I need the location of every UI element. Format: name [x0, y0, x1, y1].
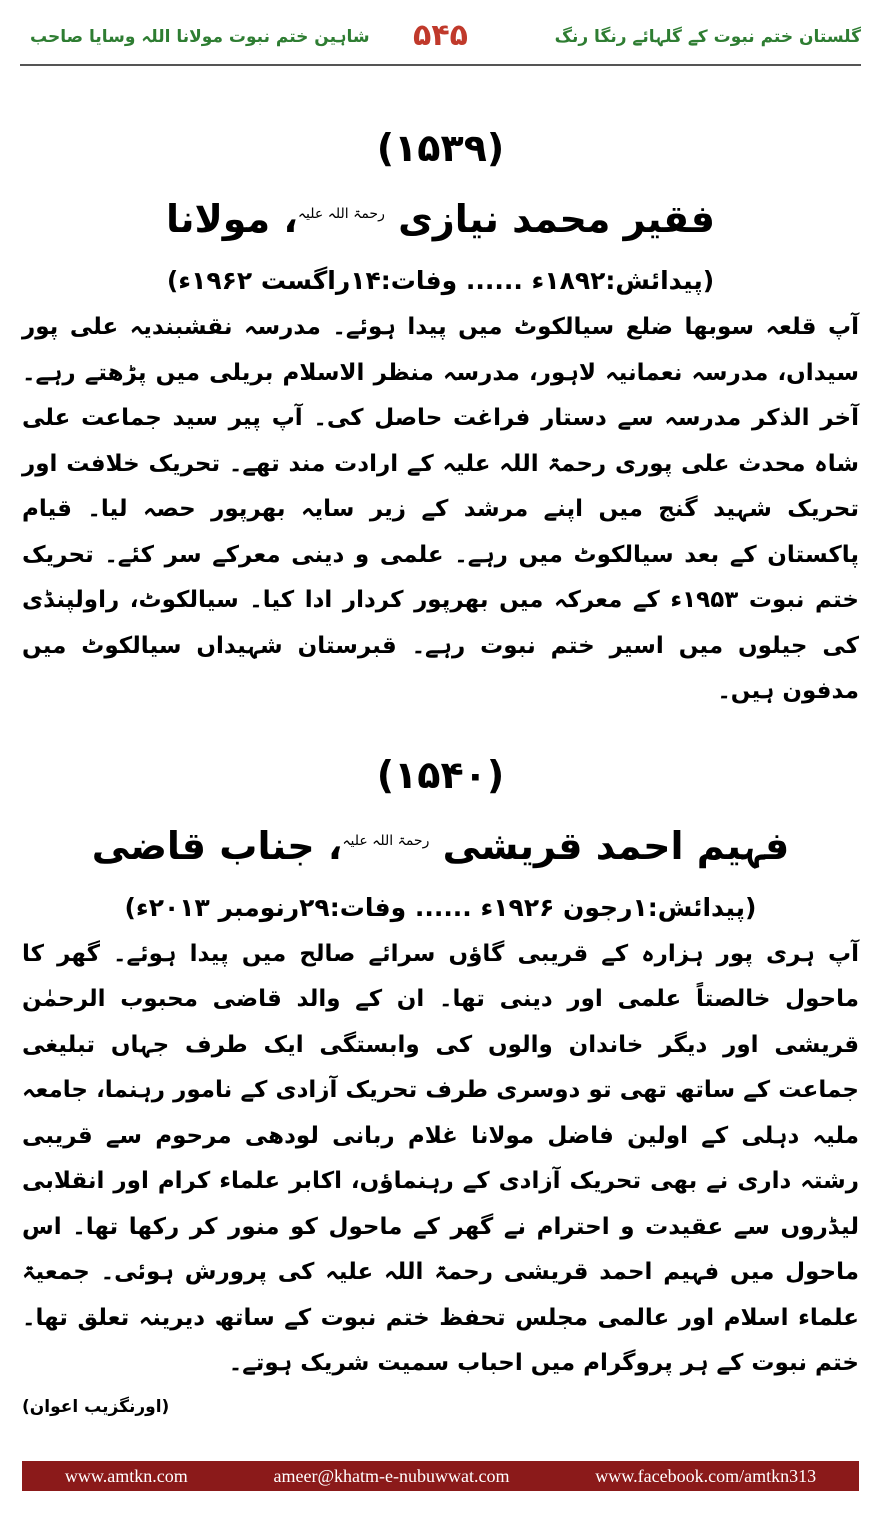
entry-dates: (پیدائش:۱۸۹۲ء ...... وفات:۱۴راگست ۱۹۶۲ء) — [166, 266, 715, 295]
entry-paragraph: آپ قلعہ سوبھا ضلع سیالکوٹ میں پیدا ہوئے۔ مدرسہ نقشبندیہ علی پور سیداں، مدرسہ نعمانیہ لاہور، مدرسہ منظر الاسلام بریلی میں پڑھتے رہے۔ آخر الذکر مدرسہ سے دستار فراغت حاصل کی۔ آپ پیر سید جماعت علی شاہ محدث علی پوری رحمۃ اللہ علیہ کے ارادت مند تھے۔ تحریک خلافت اور تحریک شہید گنج میں اپنے مرشد کے زیر سایہ بھرپور حصہ لیا۔ قیام پاکستان کے بعد سیالکوٹ میں رہے۔ علمی و دینی معرکے سر کئے۔ تحریک ختم نبوت ۱۹۵۳ء کے معرکہ میں بھرپور کردار ادا کیا۔ سیالکوٹ، راولپنڈی کی جیلوں میں اسیر ختم نبوت رہے۔ قبرستان شہیداں سیالکوٹ میں مدفون ہیں۔ — [22, 314, 859, 704]
entry-name: فہیم احمد قریشی — [442, 823, 790, 868]
entry-name: فقیر محمد نیازی — [398, 197, 716, 241]
entry-number: (۱۵۳۹) — [376, 126, 505, 170]
entry-title-suffix: ، جناب قاضی — [91, 823, 343, 868]
entry-author: (اورنگزیب اعوان) — [22, 1396, 170, 1417]
book-title: گلستان ختم نبوت کے گلہائے رنگا رنگ — [554, 27, 861, 47]
page-content — [22, 110, 859, 1417]
entry-title — [22, 811, 859, 876]
entry-title — [22, 184, 859, 249]
entry-dates: (پیدائش:۱رجون ۱۹۲۶ء ...... وفات:۲۹رنومبر ۲۰۱۳ء) — [124, 892, 757, 922]
entry-title-suffix: ، مولانا — [165, 197, 298, 241]
entry — [22, 745, 859, 1417]
honorific: رحمۃ اللہ علیہ — [297, 206, 385, 222]
header-divider — [20, 64, 861, 66]
honorific: رحمۃ اللہ علیہ — [342, 832, 430, 849]
footer-email-link[interactable]: ameer@khatm-e-nubuwwat.com — [273, 1465, 510, 1486]
page-footer — [22, 1461, 859, 1491]
footer-website-link[interactable]: www.amtkn.com — [64, 1465, 188, 1486]
footer-facebook-link[interactable]: www.facebook.com/amtkn313 — [595, 1465, 817, 1486]
page-header — [20, 18, 861, 58]
entry-paragraph: آپ ہری پور ہزارہ کے قریبی گاؤں سرائے صالح میں پیدا ہوئے۔ گھر کا ماحول خالصتاً علمی اور دینی تھا۔ ان کے والد قاضی محبوب الرحمٰن قریشی اور دیگر خاندان والوں کی وابستگی ایک طرف جہاں تبلیغی جماعت کے ساتھ تھی تو دوسری طرف تحریک آزادی کے نامور رہنما، جامعہ ملیہ دہلی کے اولین فاضل مولانا غلام ربانی لودھی مرحوم سے قریبی رشتہ داری نے بھی تحریک آزادی کے رہنماؤں، اکابر علماء کرام اور انقلابی لیڈروں سے عقیدت و احترام نے گھر کے ماحول کو منور کر رکھا تھا۔ اس ماحول میں فہیم احمد قریشی رحمۃ اللہ علیہ کی پرورش ہوئی۔ جمعیۃ علماء اسلام اور عالمی مجلس تحفظ ختم نبوت کے ساتھ دیرینہ تعلق تھا۔ ختم نبوت کے ہر پروگرام میں احباب سمیت شریک ہوتے۔ — [22, 940, 859, 1376]
page-number: ۵۴۵ — [413, 18, 468, 53]
section-title: شاہین ختم نبوت مولانا اللہ وسایا صاحب — [30, 27, 370, 47]
entry — [22, 118, 859, 715]
entry-number: (۱۵۴۰) — [376, 752, 505, 797]
